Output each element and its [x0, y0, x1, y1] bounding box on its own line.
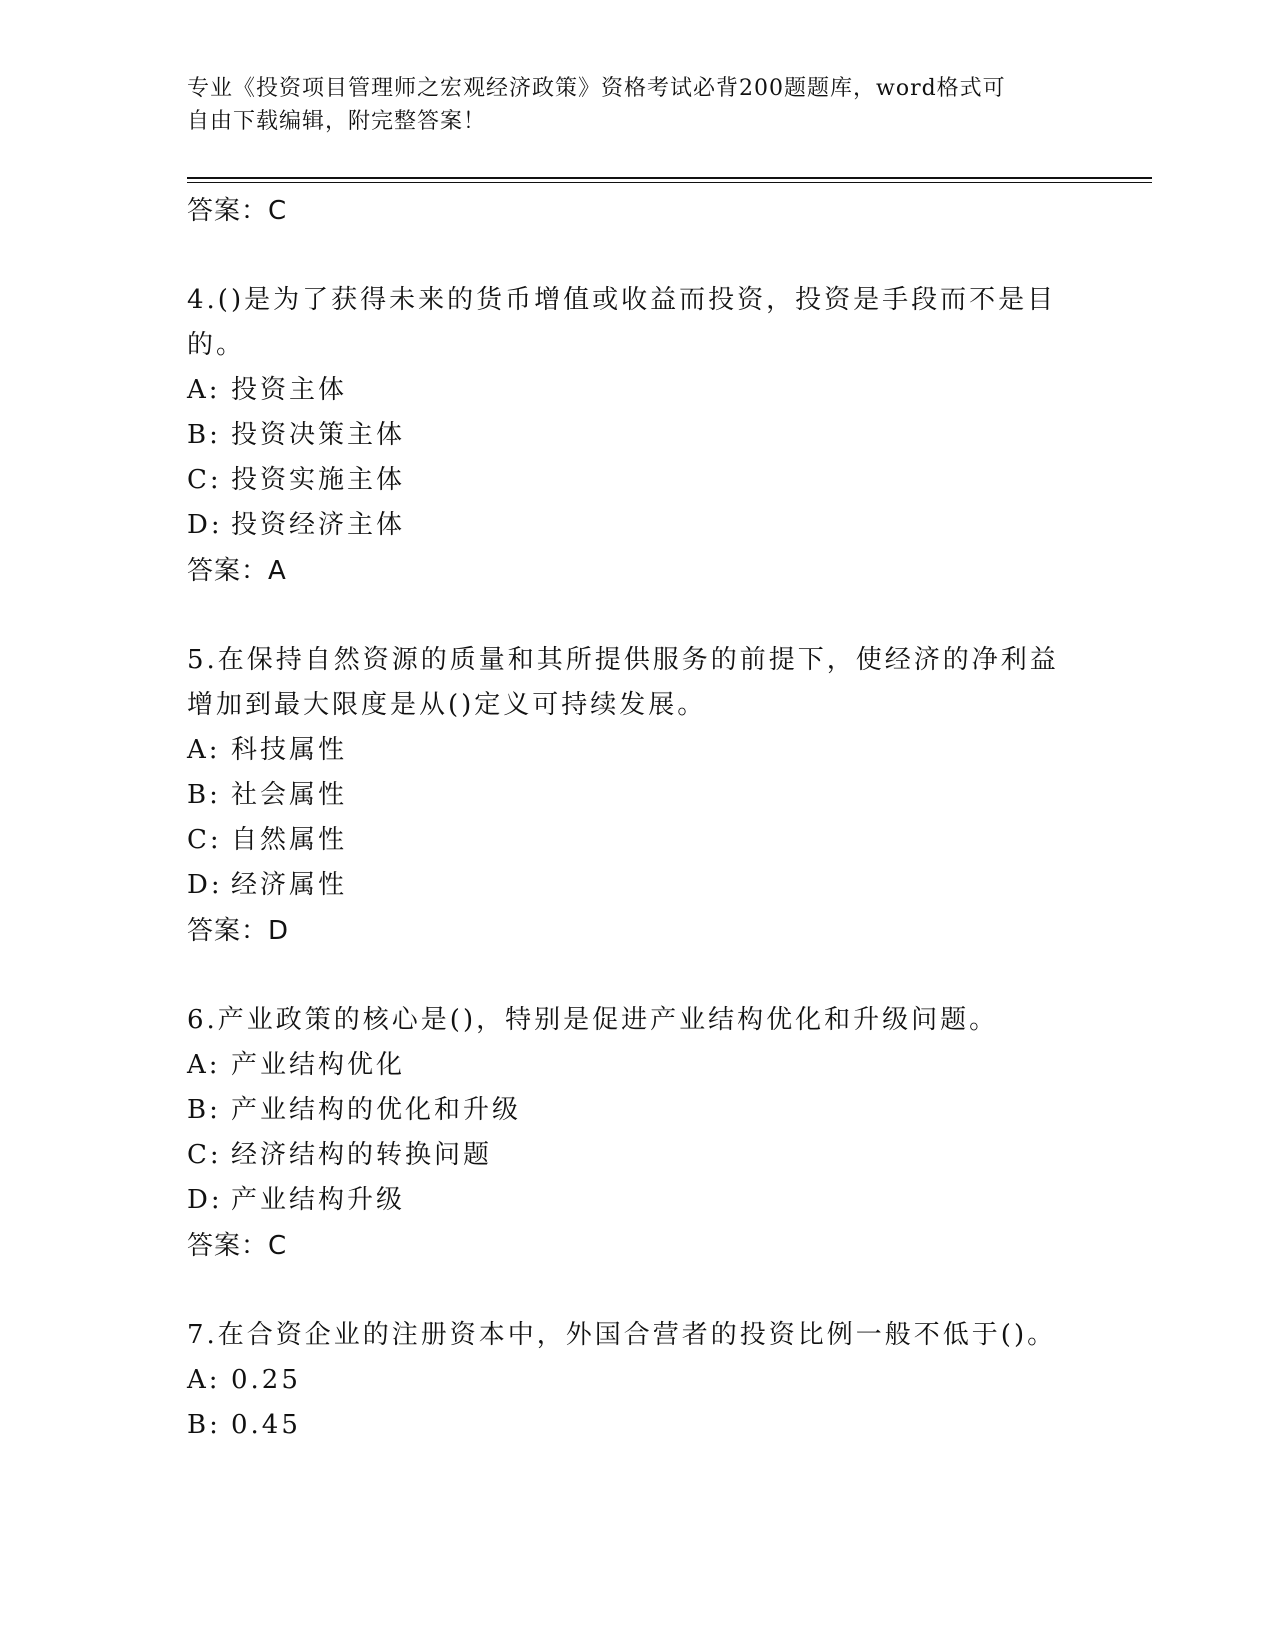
option-b [187, 773, 1067, 818]
option-b [187, 1403, 1067, 1448]
option-text: 投资决策主体 [231, 420, 406, 450]
answer-line: 答案：D [187, 916, 290, 946]
option-key: A: [187, 735, 221, 765]
option-text: 0.45 [231, 1410, 301, 1440]
document-header [187, 72, 1067, 138]
option-key: D: [187, 1185, 223, 1215]
option-d [187, 1178, 1067, 1223]
question-stem: 4.()是为了获得未来的货币增值或收益而投资，投资是手段而不是目的。 [187, 285, 1057, 360]
header-rule-thin [187, 182, 1152, 183]
option-text: 科技属性 [231, 735, 348, 765]
question-block [187, 278, 1067, 594]
option-a [187, 728, 1067, 773]
option-text: 经济结构的转换问题 [231, 1140, 493, 1170]
option-text: 自然属性 [231, 825, 348, 855]
option-text: 投资经济主体 [231, 510, 406, 540]
header-line-1: 专业《投资项目管理师之宏观经济政策》资格考试必背200题题库，word格式可 [187, 76, 1006, 101]
option-a [187, 1358, 1067, 1403]
option-key: D: [187, 870, 223, 900]
option-text: 产业结构优化 [231, 1050, 406, 1080]
option-key: C: [187, 825, 222, 855]
question-block [187, 1313, 1067, 1448]
option-d [187, 503, 1067, 548]
option-key: B: [187, 780, 221, 810]
option-a [187, 368, 1067, 413]
answer-line: 答案：A [187, 556, 287, 586]
option-key: A: [187, 375, 221, 405]
option-key: C: [187, 465, 222, 495]
answer-line: 答案：C [187, 196, 288, 226]
option-a [187, 1043, 1067, 1088]
option-key: B: [187, 1095, 221, 1125]
question-list [187, 188, 1067, 1448]
question-stem: 7.在合资企业的注册资本中，外国合营者的投资比例一般不低于()。 [187, 1320, 1057, 1350]
option-key: D: [187, 510, 223, 540]
option-text: 产业结构的优化和升级 [231, 1095, 522, 1125]
question-block [187, 638, 1067, 954]
option-text: 0.25 [231, 1365, 301, 1395]
option-b [187, 413, 1067, 458]
option-key: B: [187, 1410, 221, 1440]
option-c [187, 1133, 1067, 1178]
option-c [187, 818, 1067, 863]
option-text: 产业结构升级 [231, 1185, 406, 1215]
option-key: C: [187, 1140, 222, 1170]
option-b [187, 1088, 1067, 1133]
option-key: B: [187, 420, 221, 450]
answer-line: 答案：C [187, 1231, 288, 1261]
header-rule-thick [187, 177, 1152, 179]
question-block [187, 998, 1067, 1269]
header-line-2: 自由下载编辑，附完整答案！ [187, 109, 487, 134]
option-text: 投资主体 [231, 375, 348, 405]
option-c [187, 458, 1067, 503]
option-text: 投资实施主体 [231, 465, 406, 495]
option-text: 社会属性 [231, 780, 348, 810]
question-stem: 5.在保持自然资源的质量和其所提供服务的前提下，使经济的净利益增加到最大限度是从()定义可持续发展。 [187, 645, 1059, 720]
option-key: A: [187, 1365, 221, 1395]
option-text: 经济属性 [231, 870, 348, 900]
option-key: A: [187, 1050, 221, 1080]
option-d [187, 863, 1067, 908]
question-stem: 6.产业政策的核心是()，特别是促进产业结构优化和升级问题。 [187, 1005, 999, 1035]
